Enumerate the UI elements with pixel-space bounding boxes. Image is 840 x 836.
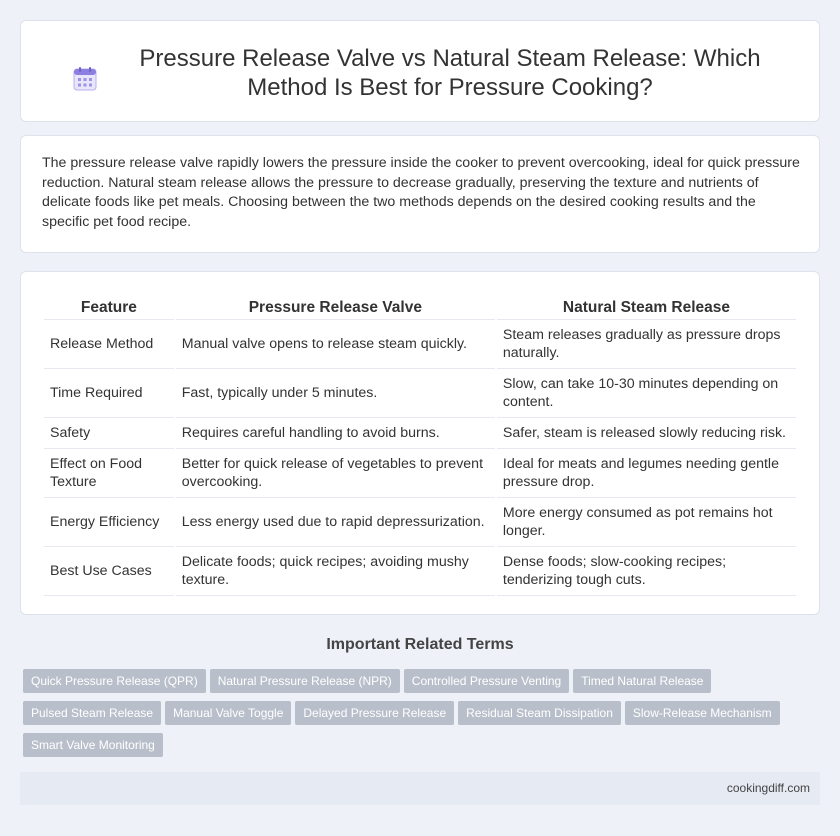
related-term-tag[interactable]: Controlled Pressure Venting [404, 669, 569, 693]
valve-cell: Less energy used due to rapid depressurization. [176, 498, 495, 547]
related-terms-heading: Important Related Terms [326, 636, 514, 653]
related-term-tag[interactable]: Smart Valve Monitoring [23, 733, 163, 757]
feature-cell: Best Use Cases [44, 547, 174, 596]
header-feature: Feature [44, 294, 174, 320]
table-row [44, 498, 796, 547]
feature-cell: Time Required [44, 369, 174, 418]
related-term-tag[interactable]: Manual Valve Toggle [165, 701, 291, 725]
valve-cell: Requires careful handling to avoid burns. [176, 418, 495, 449]
footer-site-link[interactable]: cookingdiff.com [726, 781, 810, 795]
related-terms-list [23, 669, 813, 765]
header-natural-steam-release: Natural Steam Release [497, 294, 796, 320]
comparison-card [20, 271, 820, 615]
intro-paragraph: The pressure release valve rapidly lowers the pressure inside the cooker to prevent overcooking, ideal for quick pressure reduction. Natural steam release allows the pressure to decrease gradually, preserving the texture and nutrients of delicate foods like pet meals. Choosing between the two methods depends on the desired cooking results and the specific pet food recipe. [42, 155, 800, 230]
comparison-table [42, 294, 798, 596]
related-term-tag[interactable]: Quick Pressure Release (QPR) [23, 669, 206, 693]
valve-cell: Better for quick release of vegetables to prevent overcooking. [176, 449, 495, 498]
related-term-tag[interactable]: Delayed Pressure Release [295, 701, 454, 725]
intro-card [20, 135, 820, 253]
table-row [44, 418, 796, 449]
table-header-row [44, 294, 796, 320]
feature-cell: Energy Efficiency [44, 498, 174, 547]
related-term-tag[interactable]: Slow-Release Mechanism [625, 701, 780, 725]
table-row [44, 369, 796, 418]
valve-cell: Fast, typically under 5 minutes. [176, 369, 495, 418]
table-row [44, 320, 796, 369]
natural-cell: Slow, can take 10-30 minutes depending on content. [497, 369, 796, 418]
natural-cell: More energy consumed as pot remains hot longer. [497, 498, 796, 547]
header-pressure-release-valve: Pressure Release Valve [176, 294, 495, 320]
natural-cell: Steam releases gradually as pressure drops naturally. [497, 320, 796, 369]
feature-cell: Safety [44, 418, 174, 449]
table-row [44, 547, 796, 596]
feature-cell: Effect on Food Texture [44, 449, 174, 498]
related-term-tag[interactable]: Residual Steam Dissipation [458, 701, 621, 725]
related-term-tag[interactable]: Timed Natural Release [573, 669, 711, 693]
natural-cell: Ideal for meats and legumes needing gentle pressure drop. [497, 449, 796, 498]
calendar-icon [72, 66, 98, 92]
page-title: Pressure Release Valve vs Natural Steam Release: Which Method Is Best for Pressure Cooking? [139, 45, 761, 101]
valve-cell: Manual valve opens to release steam quickly. [176, 320, 495, 369]
natural-cell: Safer, steam is released slowly reducing risk. [497, 418, 796, 449]
related-term-tag[interactable]: Natural Pressure Release (NPR) [210, 669, 400, 693]
table-row [44, 449, 796, 498]
valve-cell: Delicate foods; quick recipes; avoiding mushy texture. [176, 547, 495, 596]
related-term-tag[interactable]: Pulsed Steam Release [23, 701, 161, 725]
natural-cell: Dense foods; slow-cooking recipes; tenderizing tough cuts. [497, 547, 796, 596]
footer [20, 772, 820, 805]
title-card [20, 20, 820, 122]
feature-cell: Release Method [44, 320, 174, 369]
